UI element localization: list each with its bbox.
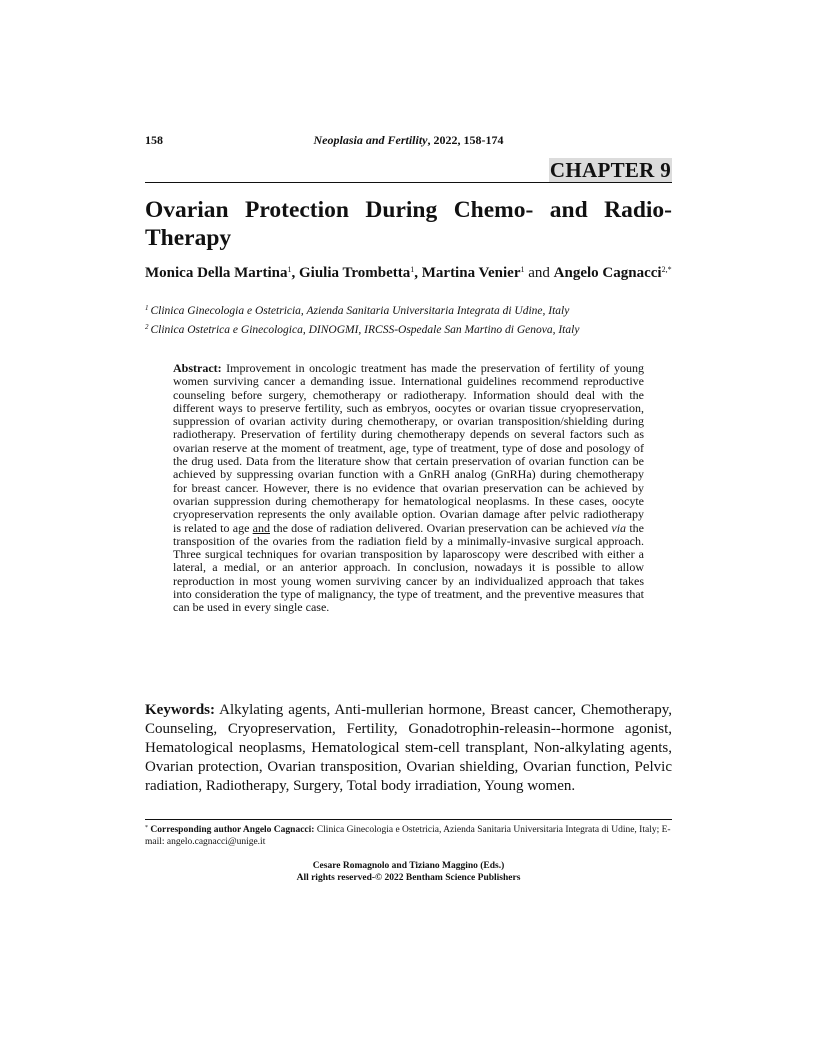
rights-line: All rights reserved-© 2022 Bentham Science Publishers [296,873,521,883]
author-affiliation-mark: 1 [520,265,525,274]
author-affiliation-mark: 2,* [661,265,672,274]
paper-title: Ovarian Protection During Chemo- and Radio-Therapy [145,197,672,251]
footnote-divider [145,819,672,820]
abstract-text: the transposition of the ovaries from the radiation field by a minimally-invasive surgical approach. Three surgical techniques for ovarian transposition by laparoscopy were described with either a lateral, a medial, or an anterior approach. In conclusion, nowadays it is possible to allow reproduction in most young women surviving cancer by an individualized approach that takes into consideration the type of malignancy, the type of treatment, and the preventive measures that can be used in every single case. [173,520,644,615]
author-name: Monica Della Martina [145,265,288,281]
author-name: Martina Venier [421,265,521,281]
author-list [145,264,672,283]
keywords-label: Keywords: [145,702,215,718]
publisher-info [145,860,672,884]
author-conjunction: and [524,265,554,281]
journal-citation [145,133,672,148]
corresponding-author-footnote [145,824,672,848]
abstract [173,362,644,615]
author-affiliation-mark: 1 [410,265,415,274]
running-header [145,133,672,149]
page-number: 158 [145,133,163,147]
affiliation-number: 2 [145,323,149,331]
keywords-text: Alkylating agents, Anti-mullerian hormone, Breast cancer, Chemotherapy, Counseling, Cryopreservation, Fertility, Gonadotrophin-releasin--hormone agonist, Hematological neoplasms, Hematological stem-cell transplant, Non-alkylating agents, Ovarian protection, Ovarian transposition, Ovarian shielding, Ovarian function, Pelvic radiation, Radiotherapy, Surgery, Total body irradiation, Young women. [145,702,672,794]
abstract-text: Improvement in oncologic treatment has made the preservation of fertility of young women surviving cancer a demanding issue. International guidelines recommend reproductive counseling before surgery, chemotherapy or radiotherapy. Information should deal with the different ways to preserve fertility, such as embryos, oocytes or ovarian tissue cryopreservation, suppression of ovarian activity during chemotherapy, or ovarian transposition/shielding during radiotherapy. Preservation of fertility during chemotherapy depends on several factors such as ovarian reserve at the moment of treatment, age, type of treatment, type of dose and posology of the drug used. Data from the literature show that certain preservation of ovarian function can be achieved by suppressing ovarian function with a GnRH analog (GnRHa) during chemotherapy for breast cancer. However, there is no evidence that ovarian preservation can be achieved by ovarian suppression during chemotherapy for hematological neoplasms. In these cases, oocyte cryopreservation represents the only available option. Ovarian damage after pelvic radiotherapy is related to age [173,361,644,535]
author-name: Angelo Cagnacci [553,265,662,281]
affiliation [145,304,672,318]
affiliation-text: Clinica Ostetrica e Ginecologica, DINOGMI, IRCSS-Ospedale San Martino di Genova, Italy [150,324,580,336]
editors-line: Cesare Romagnolo and Tiziano Maggino (Eds.) [312,861,505,871]
author-separator: , [414,265,422,281]
journal-name: Neoplasia and Fertility [313,133,428,147]
footnote-label: Corresponding author Angelo Cagnacci: [148,825,315,835]
affiliation [145,323,672,337]
keywords [145,701,672,796]
chapter-divider [145,182,672,183]
affiliation-number: 1 [145,304,149,312]
footnote-mark: * [145,825,148,831]
author-name: Giulia Trombetta [298,265,411,281]
affiliation-text: Clinica Ginecologia e Ostetricia, Azienda Sanitaria Universitaria Integrata di Udine, Italy [150,305,570,317]
author-separator: , [291,265,299,281]
author-affiliation-mark: 1 [287,265,292,274]
abstract-underlined-word: and [252,520,270,535]
abstract-italic-word: via [611,520,627,535]
abstract-label: Abstract: [173,361,222,375]
abstract-text: the dose of radiation delivered. Ovarian preservation can be achieved [270,520,612,535]
footnote-text: Clinica Ginecologia e Ostetricia, Azienda Sanitaria Universitaria Integrata di Udine, Italy; E-mail: angelo.cagnacci@unige.it [145,825,671,847]
chapter-label: CHAPTER 9 [549,158,671,182]
journal-volume-pages: , 2022, 158-174 [427,133,504,147]
